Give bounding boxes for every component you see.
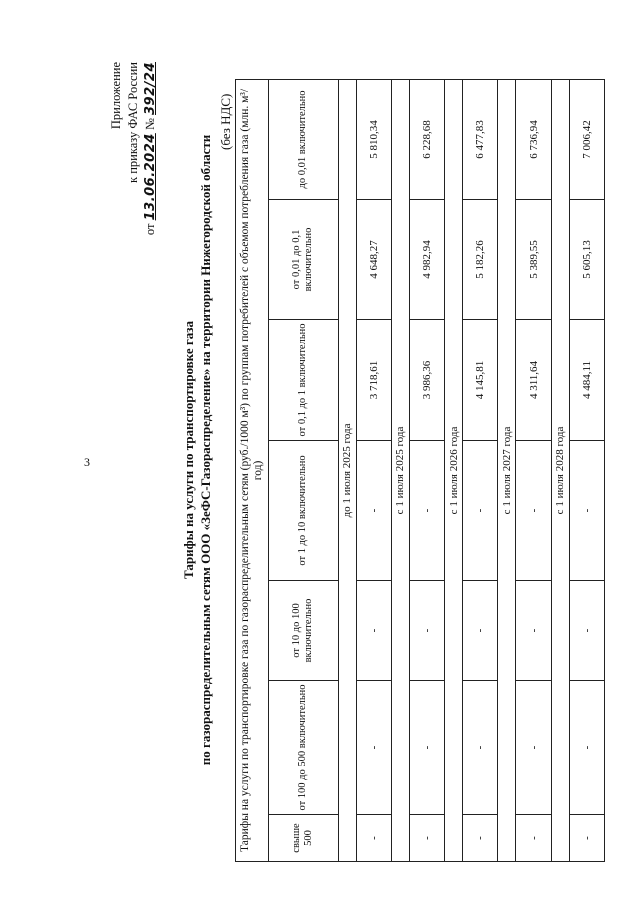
tariff-cell: -: [356, 581, 391, 681]
table-row: [516, 79, 551, 861]
column-header: от 10 до 100 включительно: [269, 581, 338, 681]
tariff-cell: 3 986,36: [409, 320, 444, 441]
tariff-cell: -: [516, 441, 551, 581]
column-header: от 0,01 до 0,1 включительно: [269, 200, 338, 320]
period-label: с 1 июля 2028 года: [551, 79, 569, 861]
tariff-cell: -: [516, 581, 551, 681]
column-header: до 0,01 включительно: [269, 79, 338, 199]
tariff-cell: 4 982,94: [409, 200, 444, 320]
tariff-cell: -: [463, 681, 498, 815]
tariff-cell: 7 006,42: [569, 79, 604, 199]
period-row: [391, 79, 409, 861]
tariff-cell: 5 810,34: [356, 79, 391, 199]
tariff-cell: -: [409, 681, 444, 815]
period-label: с 1 июля 2026 года: [445, 79, 463, 861]
tariff-cell: -: [569, 581, 604, 681]
title-line-1: Тарифы на услуги по транспортировке газа: [181, 321, 196, 579]
order-number-label: №: [143, 118, 157, 131]
vat-note: (без НДС): [218, 93, 233, 150]
page-number: 3: [84, 455, 90, 469]
period-label: до 1 июля 2025 года: [338, 79, 356, 861]
tariff-cell: -: [516, 681, 551, 815]
appendix-order-line: [142, 62, 159, 292]
period-row: [551, 79, 569, 861]
column-header: от 1 до 10 включительно: [269, 441, 338, 581]
tariff-cell: 6 228,68: [409, 79, 444, 199]
period-row: [338, 79, 356, 861]
order-date: 13.06.2024: [143, 133, 158, 221]
period-label: с 1 июля 2025 года: [391, 79, 409, 861]
tariff-cell: -: [409, 581, 444, 681]
tariff-cell: -: [409, 441, 444, 581]
column-header: от 100 до 500 включительно: [269, 681, 338, 815]
tariff-cell: -: [463, 581, 498, 681]
tariff-cell: -: [463, 815, 498, 862]
column-header: свыше 500: [269, 815, 338, 862]
tariff-cell: 6 477,83: [463, 79, 498, 199]
tariff-cell: 4 484,11: [569, 320, 604, 441]
tariff-table: [235, 79, 605, 862]
tariff-cell: 5 389,55: [516, 200, 551, 320]
table-row: [463, 79, 498, 861]
appendix-header: [108, 62, 162, 292]
tariff-cell: 3 718,61: [356, 320, 391, 441]
column-header: от 0,1 до 1 включительно: [269, 320, 338, 441]
period-row: [445, 79, 463, 861]
order-from-label: от: [143, 223, 157, 236]
tariff-cell: -: [516, 815, 551, 862]
tariff-cell: 4 145,81: [463, 320, 498, 441]
table-row: [356, 79, 391, 861]
appendix-title: Приложение: [109, 62, 123, 130]
header-row: [236, 79, 269, 861]
period-label: с 1 июля 2027 года: [498, 79, 516, 861]
tariff-cell: 4 648,27: [356, 200, 391, 320]
appendix-order-ref: к приказу ФАС России: [126, 62, 140, 183]
tariff-table-container: [235, 80, 605, 862]
table-row: [569, 79, 604, 861]
tariff-cell: -: [356, 681, 391, 815]
period-row: [498, 79, 516, 861]
table-header-main: Тарифы на услуги по транспортировке газа по газораспределительным сетям (руб./1000 м³) по группам потребителей с объемом потребления газа (млн. м³/год): [236, 79, 269, 861]
tariff-cell: -: [569, 815, 604, 862]
table-row: [409, 79, 444, 861]
document-title: [180, 65, 214, 835]
order-number: 392/24: [143, 62, 158, 115]
tariff-cell: 4 311,64: [516, 320, 551, 441]
tariff-cell: 5 605,13: [569, 200, 604, 320]
tariff-cell: -: [356, 815, 391, 862]
tariff-cell: 6 736,94: [516, 79, 551, 199]
tariff-cell: -: [409, 815, 444, 862]
tariff-cell: -: [356, 441, 391, 581]
tariff-cell: 5 182,26: [463, 200, 498, 320]
column-header-row: [269, 79, 338, 861]
tariff-cell: -: [463, 441, 498, 581]
tariff-cell: -: [569, 441, 604, 581]
title-line-2: по газораспределительным сетям ООО «ЗеФС-Газораспределение» на территории Нижегородской области: [198, 134, 213, 766]
tariff-cell: -: [569, 681, 604, 815]
